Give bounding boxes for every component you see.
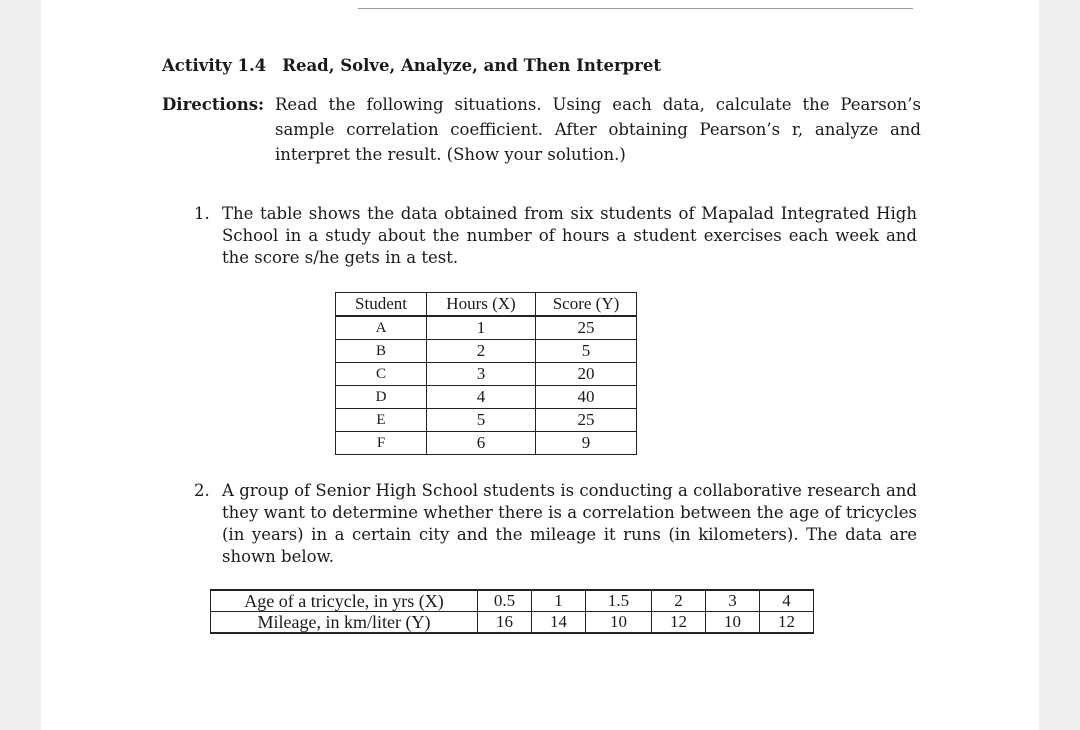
cell-score: 5 [536,340,637,363]
activity-label: Activity 1.4 [162,56,267,75]
cell-hours: 4 [427,386,536,409]
cell-age: 0.5 [478,590,532,612]
cell-hours: 2 [427,340,536,363]
top-rule [358,8,913,9]
cell-age: 3 [706,590,760,612]
table-row [336,409,637,432]
cell-mileage: 14 [532,612,586,634]
problem-2-text: A group of Senior High School students is conducting a collaborative research and they want to determine whether there is a correlation between the age of tricycles (in years) in a certain city and the mileage it runs (in kilometers). The data are shown below. [222,481,917,566]
row-label-mileage: Mileage, in km/liter (Y) [211,612,478,634]
cell-age: 4 [760,590,814,612]
cell-student: F [336,432,427,455]
header-student: Student [336,293,427,317]
table-row [336,432,637,455]
cell-hours: 6 [427,432,536,455]
cell-student: E [336,409,427,432]
cell-hours: 1 [427,316,536,340]
header-hours: Hours (X) [427,293,536,317]
row-label-age: Age of a tricycle, in yrs (X) [211,590,478,612]
table-row [336,386,637,409]
cell-hours: 5 [427,409,536,432]
activity-heading: Read, Solve, Analyze, and Then Interpret [282,56,662,75]
cell-score: 25 [536,409,637,432]
table-row-y [211,612,814,634]
header-score: Score (Y) [536,293,637,317]
table-row-x [211,590,814,612]
cell-age: 1.5 [586,590,652,612]
cell-student: B [336,340,427,363]
cell-mileage: 16 [478,612,532,634]
directions-text: Read the following situations. Using each data, calculate the Pearson’s sample correlation coefficient. After obtaining Pearson’s r, analyze and interpret the result. (Show your solution.) [275,95,921,164]
directions-label: Directions: [162,95,265,114]
cell-mileage: 10 [706,612,760,634]
tricycle-age-mileage-table [210,589,814,634]
cell-age: 2 [652,590,706,612]
cell-hours: 3 [427,363,536,386]
cell-student: C [336,363,427,386]
cell-age: 1 [532,590,586,612]
problem-2-number: 2. [194,481,210,500]
cell-mileage: 10 [586,612,652,634]
problem-1-number: 1. [194,204,210,223]
activity-title [162,56,661,75]
cell-student: D [336,386,427,409]
cell-score: 25 [536,316,637,340]
problem-1-text: The table shows the data obtained from six students of Mapalad Integrated High School in a study about the number of hours a student exercises each week and the score s/he gets in a test. [222,204,917,267]
table-row [336,316,637,340]
cell-score: 20 [536,363,637,386]
cell-student: A [336,316,427,340]
table-header-row [336,293,637,317]
cell-mileage: 12 [652,612,706,634]
cell-score: 40 [536,386,637,409]
cell-mileage: 12 [760,612,814,634]
cell-score: 9 [536,432,637,455]
student-hours-score-table [335,292,637,455]
table-row [336,340,637,363]
table-row [336,363,637,386]
